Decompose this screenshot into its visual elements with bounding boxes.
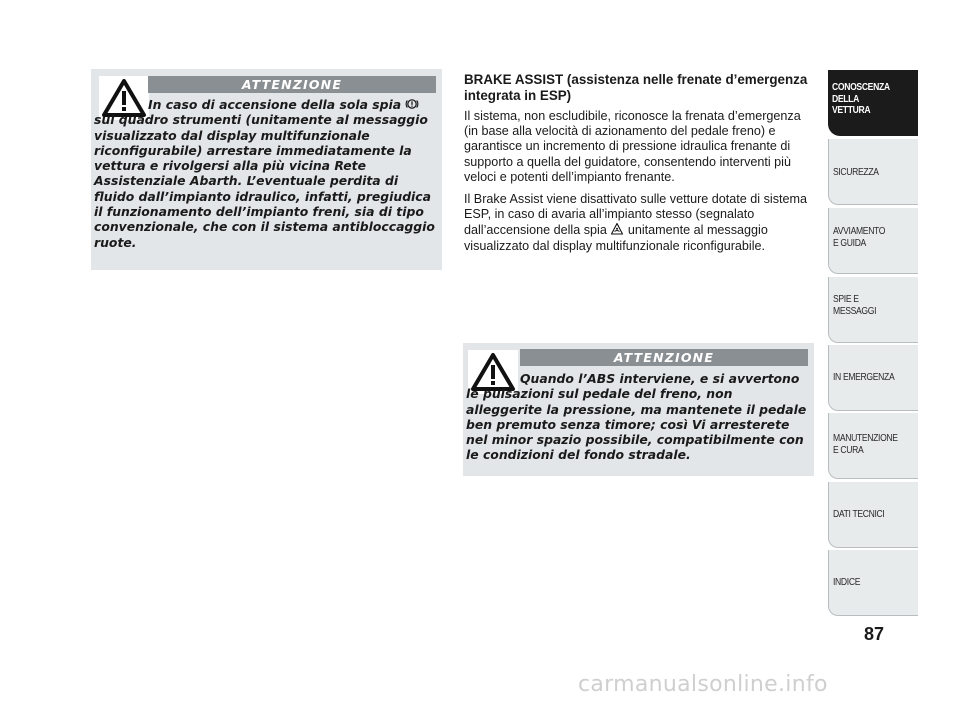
warning-box-brake-fluid (91, 69, 442, 270)
warning-text: In caso di accensione della sola spia sul quadro strumenti (unitamente al messaggio visualizzato dal display multifunzionale riconfigurabile) arrestare immediatamente la vettura e rivolgersi alla più vicina Rete Assistenziale Abarth. L’eventuale perdita di fluido dall’impianto idraulico, infatti, pregiudica il funzionamento dell’impianto freni, sia di tipo convenzionale, che con il sistema antibloccaggio ruote. (94, 97, 435, 250)
tab-label: SICUREZZA (833, 167, 879, 178)
warning-header: ATTENZIONE (520, 349, 808, 366)
tab-sicurezza[interactable] (828, 139, 918, 205)
tab-in-emergenza[interactable] (828, 345, 918, 411)
watermark: carmanualsonline.info (578, 672, 828, 697)
tab-label: DATI TECNICI (833, 509, 885, 520)
section-title: BRAKE ASSIST (assistenza nelle frenate d’emergenza integrata in ESP) (464, 72, 808, 103)
esp-warning-icon (610, 222, 624, 236)
tab-avviamento-e-guida[interactable] (828, 208, 918, 274)
paragraph-deactivation: Il Brake Assist viene disattivato sulle vetture dotate di sistema ESP, in caso di avaria all’impianto stesso (segnalato dall’accensione della spia unitamente al messaggio visualizzato dal display multifunzionale riconfigurabile. (464, 192, 807, 253)
tab-dati-tecnici[interactable] (828, 482, 918, 548)
tab-label: AVVIAMENTO E GUIDA (833, 226, 886, 249)
brake-assist-section (464, 72, 809, 261)
tab-manutenzione-e-cura[interactable] (828, 413, 918, 479)
warning-text: Quando l’ABS interviene, e si avvertono le pulsazioni sul pedale del freno, non alleggerite la pressione, ma mantenete il pedale ben premuto senza timore; così Vi arresterete nel minor spazio possibile, compatibilmente con le condizioni del fondo stradale. (466, 371, 807, 463)
tab-spie-e-messaggi[interactable] (828, 277, 918, 343)
tab-indice[interactable] (828, 550, 918, 616)
tab-label: IN EMERGENZA (833, 372, 895, 383)
tab-conoscenza-della-vettura[interactable] (828, 70, 918, 136)
warning-header: ATTENZIONE (148, 76, 436, 93)
warning-box-abs (463, 343, 814, 476)
brake-warning-icon (405, 97, 419, 111)
page-number: 87 (863, 624, 885, 644)
tab-label: INDICE (833, 577, 861, 588)
tab-label: CONOSCENZA DELLA VETTURA (832, 82, 890, 116)
tab-label: SPIE E MESSAGGI (833, 294, 877, 317)
paragraph-system: Il sistema, non escludibile, riconosce la frenata d’emergenza (in base alla velocità di azionamento del pedale freno) e garantisce un incremento di pressione idraulica frenante di supporto a quella del guidatore, consentendo interventi più veloci e potenti dell’impianto frenante. (464, 109, 801, 184)
tab-label: MANUTENZIONE E CURA (833, 433, 898, 456)
